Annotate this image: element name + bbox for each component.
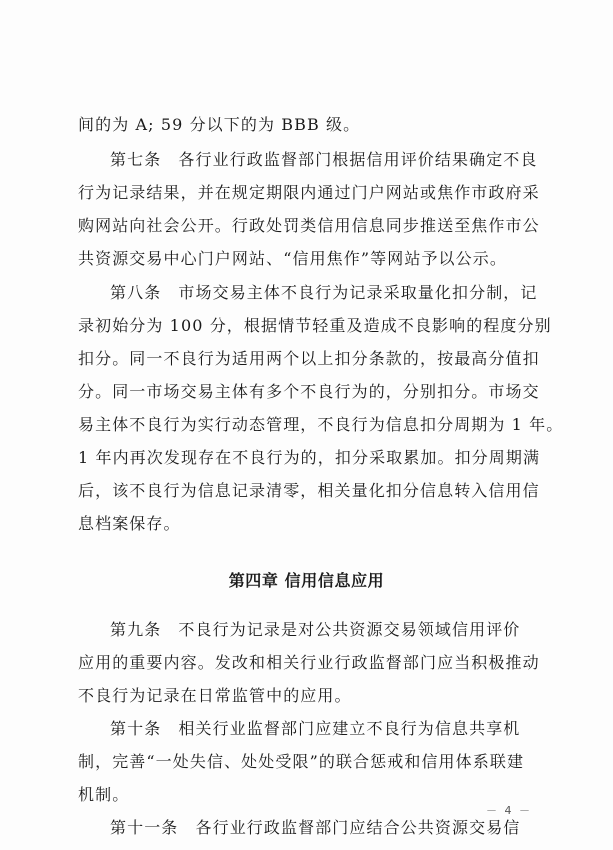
text-line: 易主体不良行为实行动态管理，不良行为信息扣分周期为 1 年。 bbox=[78, 415, 564, 434]
text-line: 机制。 bbox=[78, 785, 130, 804]
text-line: 购网站向社会公开。行政处罚类信用信息同步推送至焦作市公 bbox=[78, 216, 540, 235]
text-line: 后，该不良行为信息记录清零，相关量化扣分信息转入信用信 bbox=[78, 481, 540, 500]
article-7-first-line: 第七条 各行业行政监督部门根据信用评价结果确定不良 bbox=[110, 150, 538, 169]
article-8-first-line: 第八条 市场交易主体不良行为记录采取量化扣分制，记 bbox=[110, 283, 538, 302]
text-line: 息档案保存。 bbox=[78, 514, 181, 533]
text-line: 扣分。同一不良行为适用两个以上扣分条款的，按最高分值扣 bbox=[78, 349, 540, 368]
page-number: － 4 － bbox=[486, 804, 532, 817]
text-line: 制，完善“一处失信、处处受限”的联合惩戒和信用体系联建 bbox=[78, 752, 525, 771]
text-line: 共资源交易中心门户网站、“信用焦作”等网站予以公示。 bbox=[78, 249, 507, 268]
text-line: 行为记录结果，并在规定期限内通过门户网站或焦作市政府采 bbox=[78, 183, 540, 202]
text-line: 应用的重要内容。发改和相关行业行政监督部门应当积极推动 bbox=[78, 653, 540, 672]
article-10-first-line: 第十条 相关行业监督部门应建立不良行为信息共享机 bbox=[110, 719, 521, 738]
text-line: 不良行为记录在日常监管中的应用。 bbox=[78, 686, 352, 705]
text-line: 间的为 A; 59 分以下的为 BBB 级。 bbox=[78, 115, 361, 134]
article-9-first-line: 第九条 不良行为记录是对公共资源交易领域信用评价 bbox=[110, 620, 521, 639]
chapter-heading: 第四章 信用信息应用 bbox=[228, 571, 385, 590]
article-11-first-line: 第十一条 各行业行政监督部门应结合公共资源交易信 bbox=[110, 818, 521, 837]
text-line: 1 年内再次发现存在不良行为的，扣分采取累加。扣分周期满 bbox=[78, 448, 541, 467]
text-line: 录初始分为 100 分，根据情节轻重及造成不良影响的程度分别 bbox=[78, 316, 552, 335]
text-line: 分。同一市场交易主体有多个不良行为的，分别扣分。市场交 bbox=[78, 382, 540, 401]
